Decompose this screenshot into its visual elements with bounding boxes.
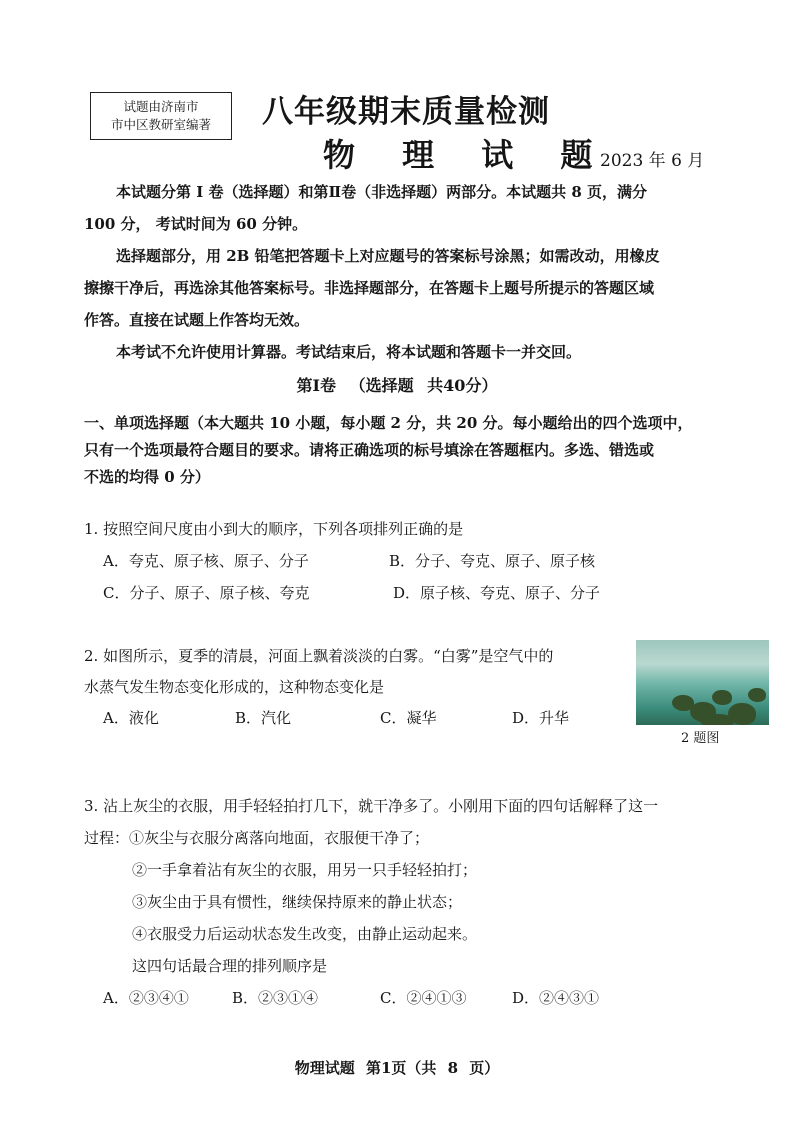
q1-option-b: B．分子、夸克、原子、原子核: [389, 552, 596, 570]
q3-option-a: A．②③④①: [103, 989, 189, 1007]
q2-stem-2: 水蒸气发生物态变化形成的，这种物态变化是: [84, 678, 385, 696]
river-fog-photo: [636, 640, 769, 725]
instruction-line-1: 本试题分第 Ⅰ 卷（选择题）和第Ⅱ卷（非选择题）两部分。本试题共 8 页，满分: [116, 183, 647, 201]
subject-title: 物 理 试 题: [323, 136, 611, 174]
instruction-line-5: 作答。直接在试题上作答均无效。: [84, 311, 310, 329]
instruction-line-3: 选择题部分，用 2B 铅笔把答题卡上对应题号的答案标号涂黑；如需改动，用橡皮: [116, 247, 660, 265]
q2-option-b: B．汽化: [235, 709, 292, 727]
q1-option-c: C．分子、原子、原子核、夸克: [103, 584, 310, 602]
q2-option-c: C．凝华: [380, 709, 437, 727]
page-footer: 物理试题 第1页（共 8 页）: [294, 1059, 500, 1077]
instruction-line-4: 擦擦干净后，再选涂其他答案标号。非选择题部分，在答题卡上题号所提示的答题区域: [84, 279, 655, 297]
q3-statement-2: ②一手拿着沾有灰尘的衣服，用另一只手轻轻拍打；: [132, 861, 478, 879]
q1-option-a: A．夸克、原子核、原子、分子: [103, 552, 309, 570]
q3-stem-2: 过程：①灰尘与衣服分离落向地面，衣服便干净了；: [84, 829, 430, 847]
q3-statement-3: ③灰尘由于具有惯性，继续保持原来的静止状态；: [132, 893, 463, 911]
stamp-line-2: 市中区教研室编著: [110, 117, 211, 132]
q1-stem: 1. 按照空间尺度由小到大的顺序，下列各项排列正确的是: [84, 520, 464, 538]
q3-option-b: B．②③①④: [232, 989, 319, 1007]
exam-title: 八年级期末质量检测: [262, 94, 550, 130]
q3-statement-4: ④衣服受力后运动状态发生改变，由静止运动起来。: [132, 925, 478, 943]
q2-option-d: D．升华: [512, 709, 570, 727]
section-intro-2: 只有一个选项最符合题目的要求。请将正确选项的标号填涂在答题框内。多选、错选或: [84, 441, 655, 459]
q3-option-c: C．②④①③: [380, 989, 467, 1007]
instruction-line-2: 100 分， 考试时间为 60 分钟。: [84, 215, 308, 233]
section-intro-3: 不选的均得 0 分）: [84, 468, 210, 486]
section-title: 第Ⅰ卷 （选择题 共40分）: [296, 376, 498, 395]
photo-caption: 2 题图: [681, 731, 720, 746]
q3-question: 这四句话最合理的排列顺序是: [132, 957, 328, 975]
q1-option-d: D．原子核、夸克、原子、分子: [393, 584, 601, 602]
q2-option-a: A．液化: [103, 709, 159, 727]
author-stamp: [90, 92, 232, 140]
exam-date: 2023 年 6 月: [600, 151, 705, 171]
stamp-line-1: 试题由济南市: [123, 99, 199, 114]
q2-stem-1: 2. 如图所示，夏季的清晨，河面上飘着淡淡的白雾。“白雾”是空气中的: [84, 647, 554, 665]
section-intro-1: 一、单项选择题（本大题共 10 小题，每小题 2 分，共 20 分。每小题给出的四个选项中，: [84, 414, 693, 432]
q3-stem-1: 3. 沾上灰尘的衣服，用手轻轻拍打几下，就干净多了。小刚用下面的四句话解释了这一: [84, 797, 659, 815]
q3-option-d: D．②④③①: [512, 989, 600, 1007]
instruction-line-6: 本考试不允许使用计算器。考试结束后，将本试题和答题卡一并交回。: [116, 343, 582, 361]
